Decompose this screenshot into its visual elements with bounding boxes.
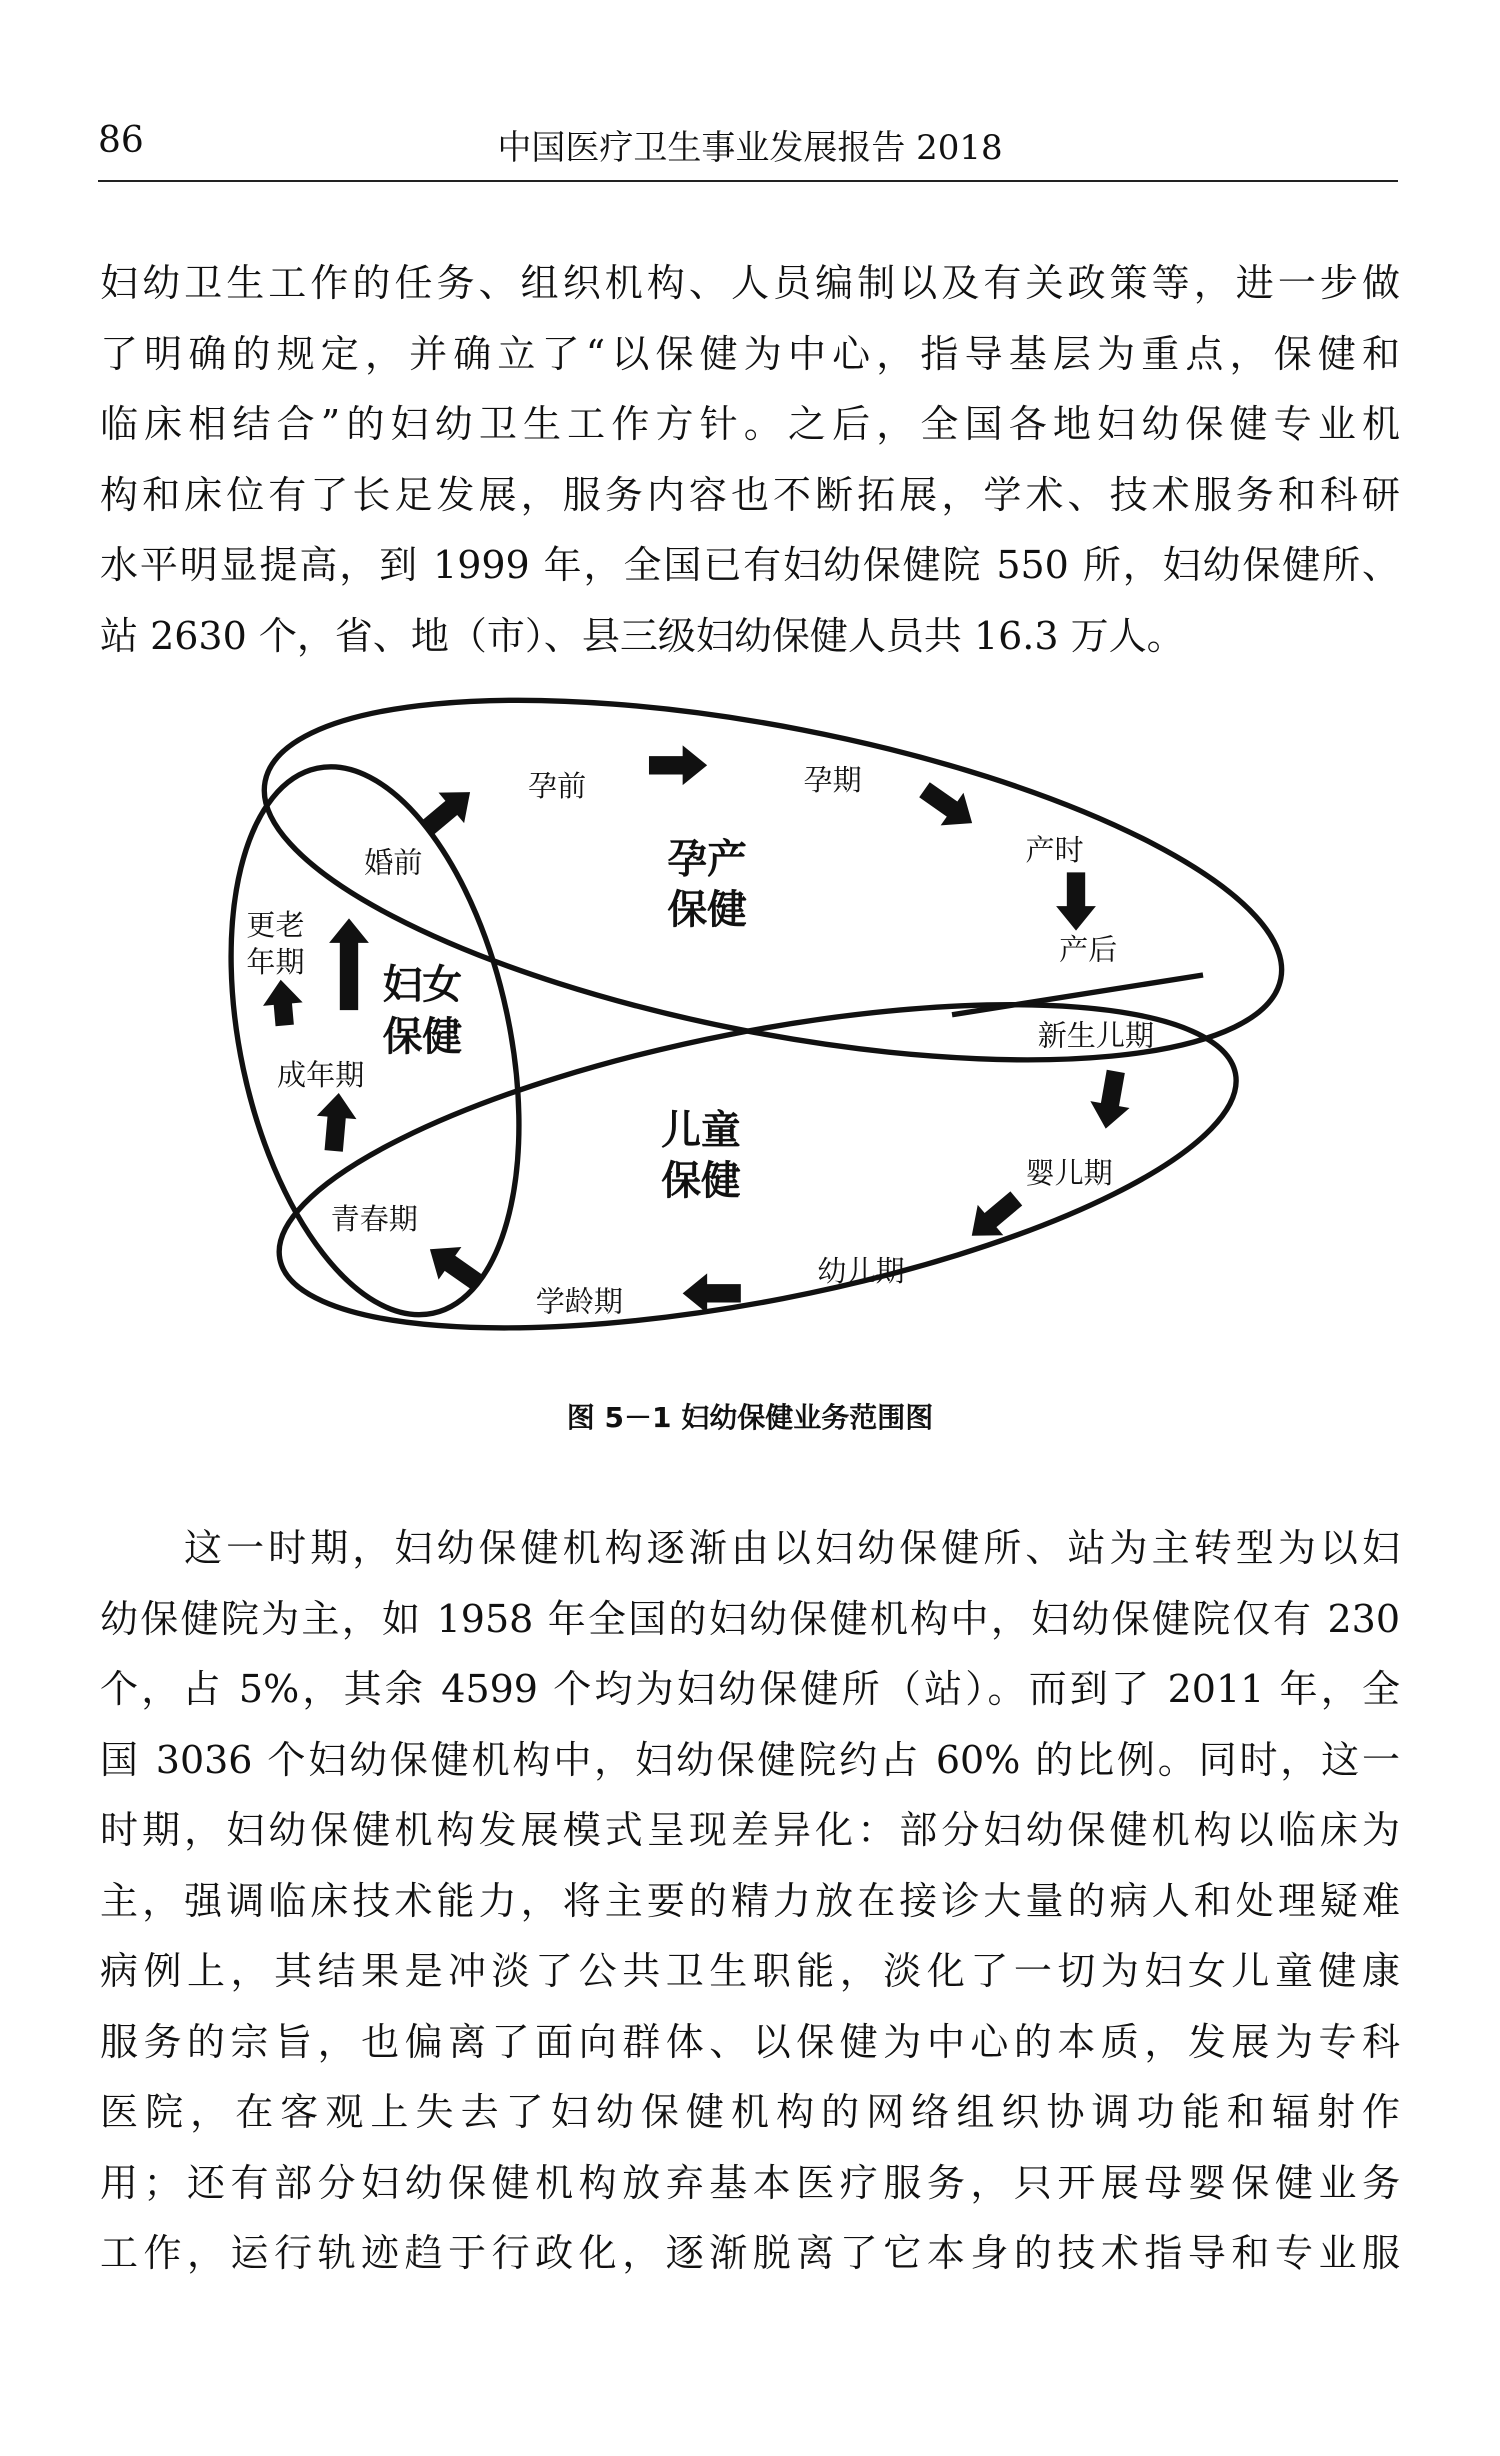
- stage-delivery: 产时: [1025, 833, 1084, 868]
- stage-premarital: 婚前: [364, 845, 423, 880]
- text-line: 水平明显提高，到 1999 年，全国已有妇幼保健院 550 所，妇幼保健所、: [100, 543, 1400, 587]
- arrow-icon: [913, 773, 983, 839]
- text-line: 时期，妇幼保健机构发展模式呈现差异化：部分妇幼保健机构以临床为: [100, 1808, 1400, 1852]
- domain-maternal-care: 保健: [667, 886, 747, 933]
- text-line: 了明确的规定，并确立了“以保健为中心，指导基层为重点，保健和: [100, 331, 1400, 376]
- page-number: 86: [98, 120, 144, 161]
- stage-toddler: 幼儿期: [817, 1254, 905, 1289]
- text-line: 主，强调临床技术能力，将主要的精力放在接诊大量的病人和处理疑难: [100, 1878, 1400, 1923]
- domain-women-care: 妇女: [382, 961, 463, 1008]
- paragraph-2: [100, 1513, 1400, 2289]
- text-line: 服务的宗旨，也偏离了面向群体、以保健为中心的本质，发展为专科: [100, 2019, 1400, 2064]
- domain-women-care: 保健: [382, 1013, 463, 1060]
- arrow-icon: [314, 1091, 359, 1152]
- figure-caption: 图 5－1 妇幼保健业务范围图: [566, 1401, 934, 1434]
- arrow-icon: [1056, 872, 1096, 930]
- domain-child-care: 保健: [661, 1157, 741, 1204]
- domain-child-care: 儿童: [661, 1107, 741, 1154]
- arrow-icon: [1086, 1068, 1135, 1132]
- text-line: 病例上，其结果是冲淡了公共卫生职能，淡化了一切为妇女儿童健康: [100, 1949, 1400, 1993]
- text-line: 用；还有部分妇幼保健机构放弃基本医疗服务，只开展母婴保健业务: [100, 2160, 1400, 2205]
- text-line: 个，占 5%，其余 4599 个均为妇幼保健所（站）。而到了 2011 年，全: [100, 1667, 1400, 1711]
- text-line: 这一时期，妇幼保健机构逐渐由以妇幼保健所、站为主转型为以妇: [184, 1526, 1400, 1570]
- arrow-icon: [329, 918, 369, 1010]
- text-line: 国 3036 个妇幼保健机构中，妇幼保健院约占 60% 的比例。同时，这一: [100, 1737, 1400, 1782]
- text-line: 构和床位有了长足发展，服务内容也不断拓展，学术、技术服务和科研: [100, 472, 1400, 517]
- text-line: 工作，运行轨迹趋于行政化，逐渐脱离了它本身的技术指导和专业服: [100, 2231, 1400, 2275]
- stage-postpartum: 产后: [1059, 932, 1118, 967]
- arrow-icon: [261, 978, 305, 1027]
- stage-pre-pregnancy: 孕前: [528, 768, 587, 803]
- arrow-icon: [413, 777, 483, 845]
- women-care-ellipse: [185, 740, 564, 1341]
- stage-elderly: 更老: [246, 908, 305, 943]
- stage-elderly: 年期: [246, 944, 305, 979]
- stage-adulthood: 成年期: [277, 1058, 365, 1093]
- arrow-icon: [649, 745, 707, 785]
- stage-school-age: 学龄期: [535, 1284, 623, 1319]
- text-line: 幼保健院为主，如 1958 年全国的妇幼保健机构中，妇幼保健院仅有 230: [100, 1596, 1400, 1641]
- arrow-icon: [419, 1233, 489, 1299]
- stage-pregnancy: 孕期: [803, 762, 862, 797]
- text-line: 站 2630 个，省、地（市）、县三级妇幼保健人员共 16.3 万人。: [100, 613, 1185, 658]
- text-line: 医院，在客观上失去了妇幼保健机构的网络组织协调功能和辐射作: [100, 2090, 1400, 2134]
- stage-infancy: 婴儿期: [1025, 1156, 1113, 1191]
- running-header-title: 中国医疗卫生事业发展报告 2018: [497, 128, 1003, 168]
- text-line: 临床相结合”的妇幼卫生工作方针。之后，全国各地妇幼保健专业机: [100, 402, 1400, 446]
- domain-maternal-care: 孕产: [667, 836, 747, 883]
- text-line: 妇幼卫生工作的任务、组织机构、人员编制以及有关政策等，进一步做: [100, 261, 1400, 305]
- stage-adolescence: 青春期: [330, 1202, 418, 1237]
- stage-neonatal: 新生儿期: [1037, 1018, 1155, 1053]
